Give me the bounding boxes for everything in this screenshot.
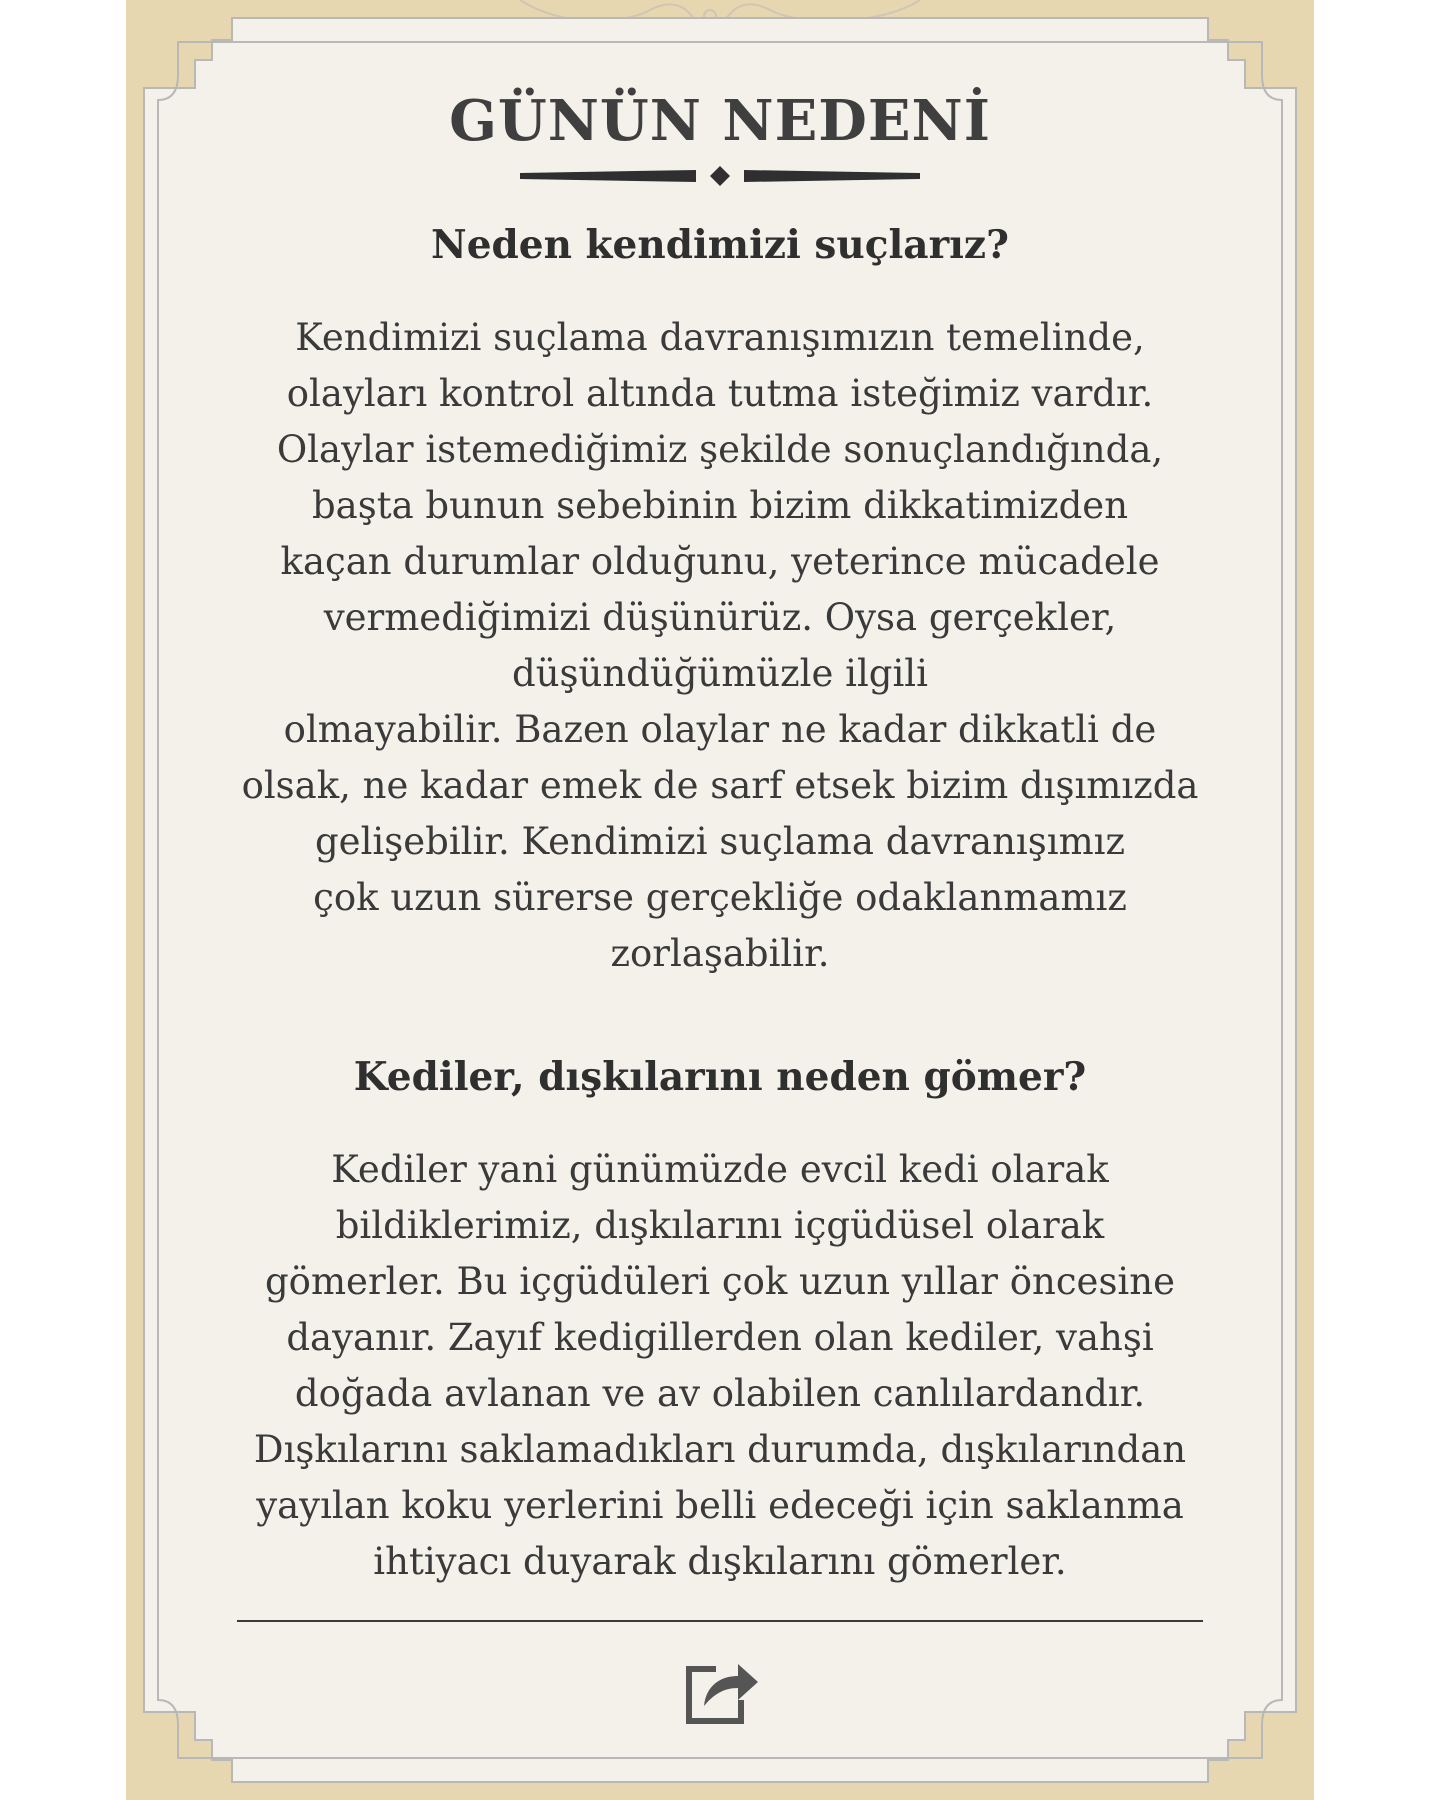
diamond-icon [710, 166, 730, 186]
answer-line: bildiklerimiz, dışkılarını içgüdüsel olarak [335, 1204, 1105, 1247]
answer-text-2 [230, 1142, 1210, 1590]
answer-line: çok uzun sürerse gerçekliğe odaklanmamız [313, 876, 1127, 919]
question-heading-2: Kediler, dışkılarını neden gömer? [353, 1054, 1087, 1100]
share-button[interactable] [676, 1650, 764, 1730]
answer-line: olayları kontrol altında tutma isteğimiz vardır. [286, 372, 1154, 415]
answer-line: Kediler yani günümüzde evcil kedi olarak [331, 1148, 1109, 1191]
answer-line: zorlaşabilir. [610, 932, 830, 975]
answer-line: ihtiyacı duyarak dışkılarını gömerler. [373, 1540, 1067, 1583]
share-icon [676, 1650, 764, 1730]
answer-line: kaçan durumlar olduğunu, yeterince mücadele [280, 540, 1160, 583]
answer-line: gelişebilir. Kendimizi suçlama davranışımız [315, 820, 1125, 863]
answer-line: başta bunun sebebinin bizim dikkatimizden [311, 484, 1129, 527]
footer-divider [237, 1620, 1203, 1622]
question-heading-1: Neden kendimizi suçlarız? [431, 222, 1009, 268]
title-divider [520, 164, 920, 188]
answer-line: vermediğimizi düşünürüz. Oysa gerçekler, [323, 596, 1117, 639]
answer-line: Olaylar istemediğimiz şekilde sonuçlandığında, [276, 428, 1164, 471]
page-title: GÜNÜN NEDENİ [449, 88, 991, 154]
answer-line: dayanır. Zayıf kedigillerden olan kediler, vahşi [286, 1316, 1154, 1359]
answer-text-1 [230, 310, 1210, 982]
answer-line: olsak, ne kadar emek de sarf etsek bizim dışımızda [241, 764, 1199, 807]
card-content [230, 70, 1210, 1590]
answer-line: düşündüğümüzle ilgili [512, 652, 928, 695]
answer-line: Kendimizi suçlama davranışımızın temelinde, [295, 316, 1145, 359]
answer-line: gömerler. Bu içgüdüleri çok uzun yıllar öncesine [265, 1260, 1175, 1303]
answer-line: yayılan koku yerlerini belli edeceği için saklanma [256, 1484, 1184, 1527]
answer-line: olmayabilir. Bazen olaylar ne kadar dikkatli de [283, 708, 1157, 751]
answer-line: Dışkılarını saklamadıkları durumda, dışkılarından [253, 1428, 1187, 1471]
answer-line: doğada avlanan ve av olabilen canlılardandır. [294, 1372, 1146, 1415]
